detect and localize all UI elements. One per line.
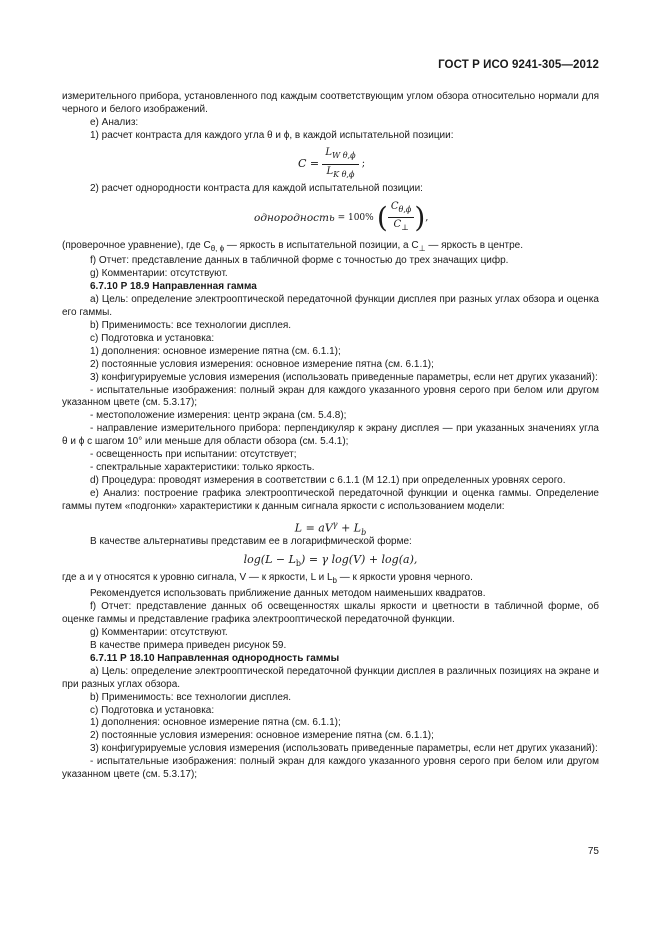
subscript: ⊥ (418, 243, 426, 253)
text: где a и γ относятся к уровню сигнала, V — к яркости, L и L (62, 572, 333, 584)
denominator-sub: ⊥ (401, 223, 409, 233)
log-formula (62, 549, 599, 571)
paragraph: - направление измерительного прибора: перпендикуляр к экрану дисплея — при указанных значениях угла θ и ϕ с шагом 10° или меньше для области обзора (см. 5.4.1); (62, 423, 599, 448)
paragraph: c) Подготовка и установка: (90, 704, 215, 716)
close-paren: ) (414, 200, 426, 234)
formula-text: L = aV (294, 521, 333, 535)
paragraph: - местоположение измерения: центр экрана (см. 5.4.8); (90, 410, 347, 422)
paragraph: 2) расчет однородности контраста для каждой испытательной позиции: (90, 182, 423, 194)
subscript: b (361, 527, 367, 537)
paragraph: - спектральные характеристики: только яркость. (90, 461, 315, 473)
uniformity-formula (62, 198, 599, 240)
paragraph: В качестве примера приведен рисунок 59. (90, 640, 287, 651)
paragraph: - освещенность при испытании: отсутствует; (90, 449, 297, 461)
numerator-sub: θ,ϕ (398, 204, 412, 214)
paragraph: 3) конфигурируемые условия измерения (использовать приведенные параметры, если нет других указаний): (90, 371, 598, 383)
gamma-model-formula (62, 515, 599, 535)
formula-text: log(L − L (243, 553, 296, 567)
paragraph: 2) постоянные условия измерения: основное измерение пятна (см. 6.1.1); (90, 730, 434, 742)
formula-lhs: C = (298, 156, 320, 170)
paragraph: f) Отчет: представление данных в табличной форме с точностью до трех значащих цифр. (90, 255, 509, 267)
formula-end: , (425, 211, 429, 223)
formula-lhs: однородность (254, 211, 335, 224)
denominator: C (393, 219, 402, 231)
paragraph (62, 572, 599, 588)
paragraph: 3) конфигурируемые условия измерения (использовать приведенные параметры, если нет других указаний): (90, 743, 598, 755)
subscript: b (295, 559, 302, 569)
paragraph: a) Цель: определение электрооптической передаточной функции дисплея в различных позициях на экране и при разных углах обзора. (62, 665, 599, 690)
paragraph (62, 240, 599, 256)
formula-eq: = 100% (334, 212, 374, 223)
text: — к яркости уровня черного. (336, 572, 473, 584)
paragraph: 1) дополнения: основное измерение пятна (см. 6.1.1); (90, 345, 341, 357)
paragraph: 1) расчет контраста для каждого угла θ и ϕ, в каждой испытательной позиции: (90, 129, 454, 141)
open-paren: ( (376, 200, 388, 234)
text: (проверочное уравнение), где C (62, 239, 211, 251)
paragraph: b) Применимость: все технологии дисплея. (90, 319, 292, 331)
contrast-formula (62, 146, 599, 180)
paragraph: c) Подготовка и установка: (90, 332, 215, 344)
paragraph: измерительного прибора, установленного под каждым соответствующим углом обзора относительно нормали для черного и белого изображений. (62, 91, 599, 115)
paragraph: g) Комментарии: отсутствуют. (90, 627, 228, 639)
numerator-sub: W θ,ϕ (331, 150, 356, 160)
text: — яркость в центре. (425, 239, 523, 251)
paragraph: - испытательные изображения: полный экран для каждого указанного уровня серого при белом или другом указанном цвете (см. 5.3.17); (62, 384, 599, 409)
subscript: b (332, 576, 337, 586)
fraction (322, 147, 358, 182)
paragraph: В качестве альтернативы представим ее в логарифмической форме: (90, 535, 412, 547)
formula-end: ; (361, 157, 366, 169)
paragraph: - испытательные изображения: полный экран для каждого указанного уровня серого при белом или другом указанном цвете (см. 5.3.17); (62, 756, 599, 781)
paragraph: f) Отчет: представление данных об освещенностях шкалы яркости и цветности в табличной форме, об оценке гаммы и представление графика электрооптической передаточной функции. (62, 601, 599, 626)
denominator-sub: K θ,ϕ (333, 169, 355, 179)
paragraph: 1) дополнения: основное измерение пятна (см. 6.1.1); (90, 717, 341, 729)
text: — яркость в испытательной позиции, а C (224, 239, 419, 251)
formula-text: + L (337, 521, 362, 535)
section-heading: 6.7.10 Р 18.9 Направленная гамма (90, 281, 257, 293)
denominator: L (326, 165, 334, 177)
numerator: L (325, 146, 332, 158)
paragraph: b) Применимость: все технологии дисплея. (90, 691, 292, 703)
standard-code: ГОСТ Р ИСО 9241-305—2012 (438, 59, 599, 71)
formula-text: ) = γ log(V) + log(a), (301, 553, 418, 567)
fraction (388, 201, 414, 236)
paragraph: e) Анализ: построение графика электрооптической передаточной функции и оценка гаммы. Определение гаммы путем «подгонки» характеристики к данным сигнала яркости с использованием модели: (62, 487, 599, 512)
page-number: 75 (587, 846, 599, 857)
page-content (62, 91, 599, 782)
superscript: γ (332, 519, 338, 529)
paragraph: a) Цель: определение электрооптической передаточной функции дисплея при разных углах обзора и оценка его гаммы. (62, 294, 599, 319)
paragraph: d) Процедура: проводят измерения в соответствии с 6.1.1 (М 12.1) при определенных уровнях серого. (90, 474, 566, 486)
paragraph: Рекомендуется использовать приближение данных методом наименьших квадратов. (90, 588, 486, 600)
paragraph: e) Анализ: (90, 116, 139, 128)
subscript: θ, ϕ (210, 243, 225, 253)
section-heading: 6.7.11 Р 18.10 Направленная однородность гаммы (90, 652, 340, 664)
numerator: C (390, 200, 399, 212)
paragraph: 2) постоянные условия измерения: основное измерение пятна (см. 6.1.1); (90, 358, 434, 370)
paragraph: g) Комментарии: отсутствуют. (90, 268, 228, 280)
